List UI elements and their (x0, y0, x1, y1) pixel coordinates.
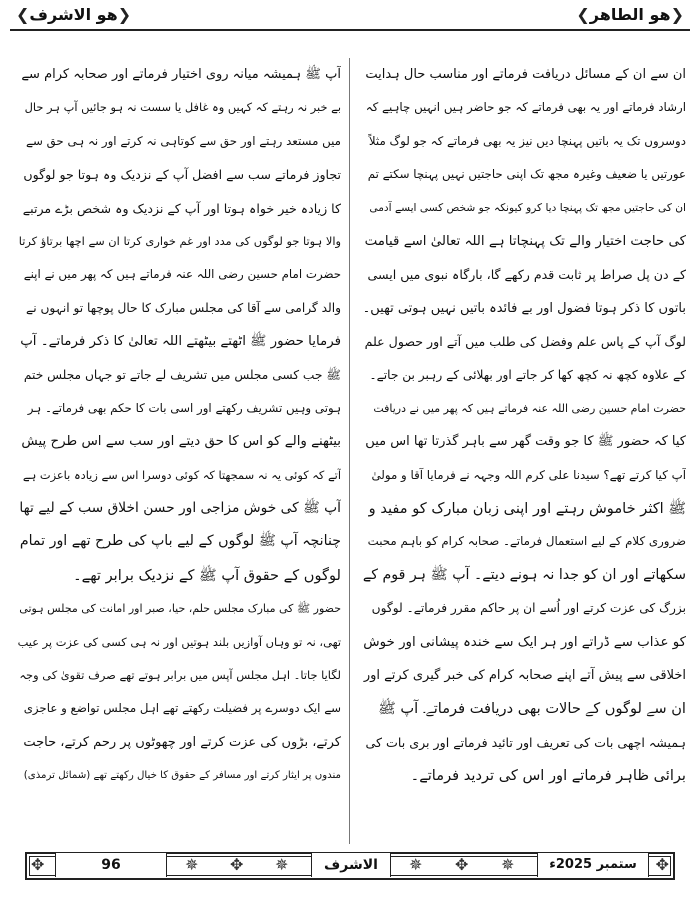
text-line: عورتیں یا ضعیف وغیرہ مجھ تک اپنی حاجتیں نہیں پہنچا سکتے تم (367, 167, 686, 182)
text-line: ان سے ان کے مسائل دریافت فرماتے اور مناسب حال ہدایت (365, 67, 686, 82)
knot-icon: ✵ (275, 855, 289, 874)
knot-icon: ✵ (185, 855, 199, 874)
text-line: ہمیشہ اچھی بات کی تعریف اور تائید فرماتے اور بری بات کی (365, 734, 686, 750)
knot-icon: ✥ (230, 855, 244, 874)
text-line: کو عذاب سے ڈراتے اور ہر ایک سے خندہ پیشانی اور خوش (363, 634, 686, 650)
left-text-column (18, 58, 341, 848)
header-left-title: ❮ھو الاشرف❯ (16, 5, 132, 24)
text-line: حضرت امام حسین رضی اللہ عنہ فرماتے ہیں کہ پھر میں نے اپنے (23, 267, 341, 282)
text-line: آپ ﷺ ہمیشہ میانہ روی اختیار فرماتے اور صحابہ کرام سے (21, 67, 341, 82)
text-line: تجاوز فرماتے سب سے افضل آپ کے نزدیک وہ ہوتا جو لوگوں (23, 167, 341, 183)
text-line: کیا کہ حضور ﷺ کا جو وقت گھر سے باہر گذرتا تھا اس میں (365, 434, 686, 450)
text-line: سکھاتے اور ان کو جدا نہ ہونے دیتے۔ آپ ﷺ ہر قوم کے (363, 566, 686, 583)
page-number: 96 (55, 853, 167, 877)
text-line: ان کی حاجتیں مجھ تک پہنچا دیا کرو کیونکہ جو شخص کسی ایسے آدمی (369, 201, 686, 214)
text-line: حضور ﷺ کی مبارک مجلس حلم، حیا، صبر اور امانت کی مجلس ہوتی (19, 602, 341, 616)
knot-icon: ✵ (501, 855, 515, 874)
text-line: حضرت امام حسین رضی اللہ عنہ فرماتے ہیں کہ پھر میں نے دریافت (373, 401, 686, 415)
text-line: بزرگ کی عزت کرتے اور اُسے ان پر حاکم مقرر فرماتے۔ لوگوں (371, 601, 686, 616)
text-line: چنانچہ آپ ﷺ لوگوں کے لیے باپ کی طرح تھے اور تمام (19, 533, 341, 550)
text-line: لوگ آپ کے پاس علم وفضل کی طلب میں آتے اور حصول علم (364, 334, 686, 350)
text-line: کی حاجت اختیار والے تک پہنچاتا ہے اللہ تعالیٰ اسے قیامت (364, 233, 686, 249)
ornament-icon: ❯ (576, 5, 590, 24)
text-line: فرمایا حضور ﷺ اٹھتے بیٹھتے اللہ تعالیٰ کا ذکر فرماتے۔ آپ (20, 334, 341, 350)
text-line: لگایا جاتا۔ اہل مجلس آپس میں برابر ہوتے تھے صرف تقویٰ کی وجہ (19, 668, 341, 683)
text-line: کرتے، بڑوں کی عزت کرتے اور چھوٹوں پر رحم کرتے، حاجت (23, 734, 341, 750)
knot-icon: ✵ (409, 855, 423, 874)
issue-date: ستمبر 2025ء (537, 853, 649, 877)
ornament-icon: ❮ (117, 5, 132, 24)
text-line: کے دن پل صراط پر ثابت قدم رکھے گا، بارگاہ نبوی میں ایسی (367, 267, 686, 283)
text-line: کا زیادہ خیر خواہ ہوتا اور آپ کے نزدیک وہ شخص بڑے مرتبے (22, 200, 341, 216)
text-line: بیٹھنے والے کو اس کا حق دیتے اور سب سے اس طرح پیش (21, 434, 341, 450)
text-line: آپ کیا کرتے تھے؟ سیدنا علی کرم اللہ وجہہ نے فرمایا آقا و مولیٰ (371, 467, 686, 482)
page-header (10, 2, 690, 30)
text-line: لوگوں کے حقوق آپ ﷺ کے نزدیک برابر تھے۔ (73, 566, 341, 584)
text-line: والد گرامی سے آقا کی مجلس مبارک کا حال پوچھا تو انہوں نے (26, 300, 341, 315)
text-line: کے علاوہ کچھ نہ کچھ کھا کر جاتے اور بھلائی کے رہبر بن جاتے۔ (369, 367, 686, 382)
text-line: برائی ظاہر فرماتے اور اس کی تردید فرماتے۔ (410, 767, 686, 785)
text-line: بے خبر نہ رہتے کہ کہیں وہ غافل یا سست نہ ہو جائیں آپ ہر حال (24, 100, 341, 115)
ornament-icon: ❯ (16, 5, 30, 24)
text-line: ارشاد فرماتے اور یہ بھی فرماتے کہ جو حاضر ہیں انہیں چاہیے کہ (365, 100, 686, 115)
text-line: ان سے لوگوں کے حالات بھی دریافت فرماتے۔ آپ ﷺ (378, 700, 686, 718)
header-right-title: ❮ھو الطاھر❯ (576, 5, 684, 24)
magazine-name: الاشرف (311, 853, 391, 877)
text-line: باتوں کا ذکر ہوتا فضول اور بے فائدہ باتیں نہیں ہوتی تھیں۔ (363, 300, 686, 316)
knot-icon: ✥ (455, 855, 469, 874)
header-rule (10, 29, 690, 31)
text-line: ہوتی وہیں تشریف رکھتے اور اسی بات کا حکم بھی فرماتے۔ ہر (27, 400, 341, 415)
text-line: ﷺ اکثر خاموش رہتے اور اپنی زبان مبارک کو مفید و (368, 500, 686, 518)
text-line: دوسروں تک یہ باتیں پہنچا دیں نیز یہ بھی فرماتے کہ جو لوگ مثلاً (368, 133, 686, 148)
text-line: ضروری کلام کے لیے استعمال فرماتے۔ صحابہ کرام کو باہم محبت (367, 534, 686, 549)
text-line: آتے کہ کوئی یہ نہ سمجھتا کہ کوئی دوسرا اس سے زیادہ باعزت ہے (22, 467, 341, 482)
knot-icon: ✥ (655, 855, 669, 874)
ornament-icon: ❮ (670, 5, 684, 24)
text-line: میں مستعد رہتے اور حق سے کوتاہی نہ کرتے اور نہ ہی حق سے (26, 133, 341, 148)
text-line: اخلاقی سے پیش آتے اپنے صحابہ کرام کی خبر گیری کرتے اور (363, 668, 686, 684)
text-line: مندوں پر ایثار کرتے اور مسافر کے حقوق کا خیال رکھتے تھے (شمائل ترمذی) (23, 770, 341, 782)
text-line: ﷺ جب کسی مجلس میں تشریف لے جاتے تو جہاں مجلس ختم (23, 367, 341, 382)
text-line: تھی، نہ تو وہاں آوازیں بلند ہوتیں اور نہ ہی کسی کی عزت پر عیب (18, 634, 341, 649)
knot-icon: ✥ (31, 855, 45, 874)
column-divider (349, 58, 350, 844)
text-line: والا ہوتا جو لوگوں کی مدد اور غم خواری کرتا ان سے اچھا برتاؤ کرتا (18, 233, 341, 248)
page-footer (25, 852, 675, 880)
right-text-column (363, 58, 686, 848)
text-line: سے ایک دوسرے پر فضیلت رکھتے تھے اہل مجلس تواضع و عاجزی (23, 701, 341, 716)
text-line: آپ ﷺ کی خوش مزاجی اور حسن اخلاق سب کے لیے تھا (19, 500, 341, 517)
